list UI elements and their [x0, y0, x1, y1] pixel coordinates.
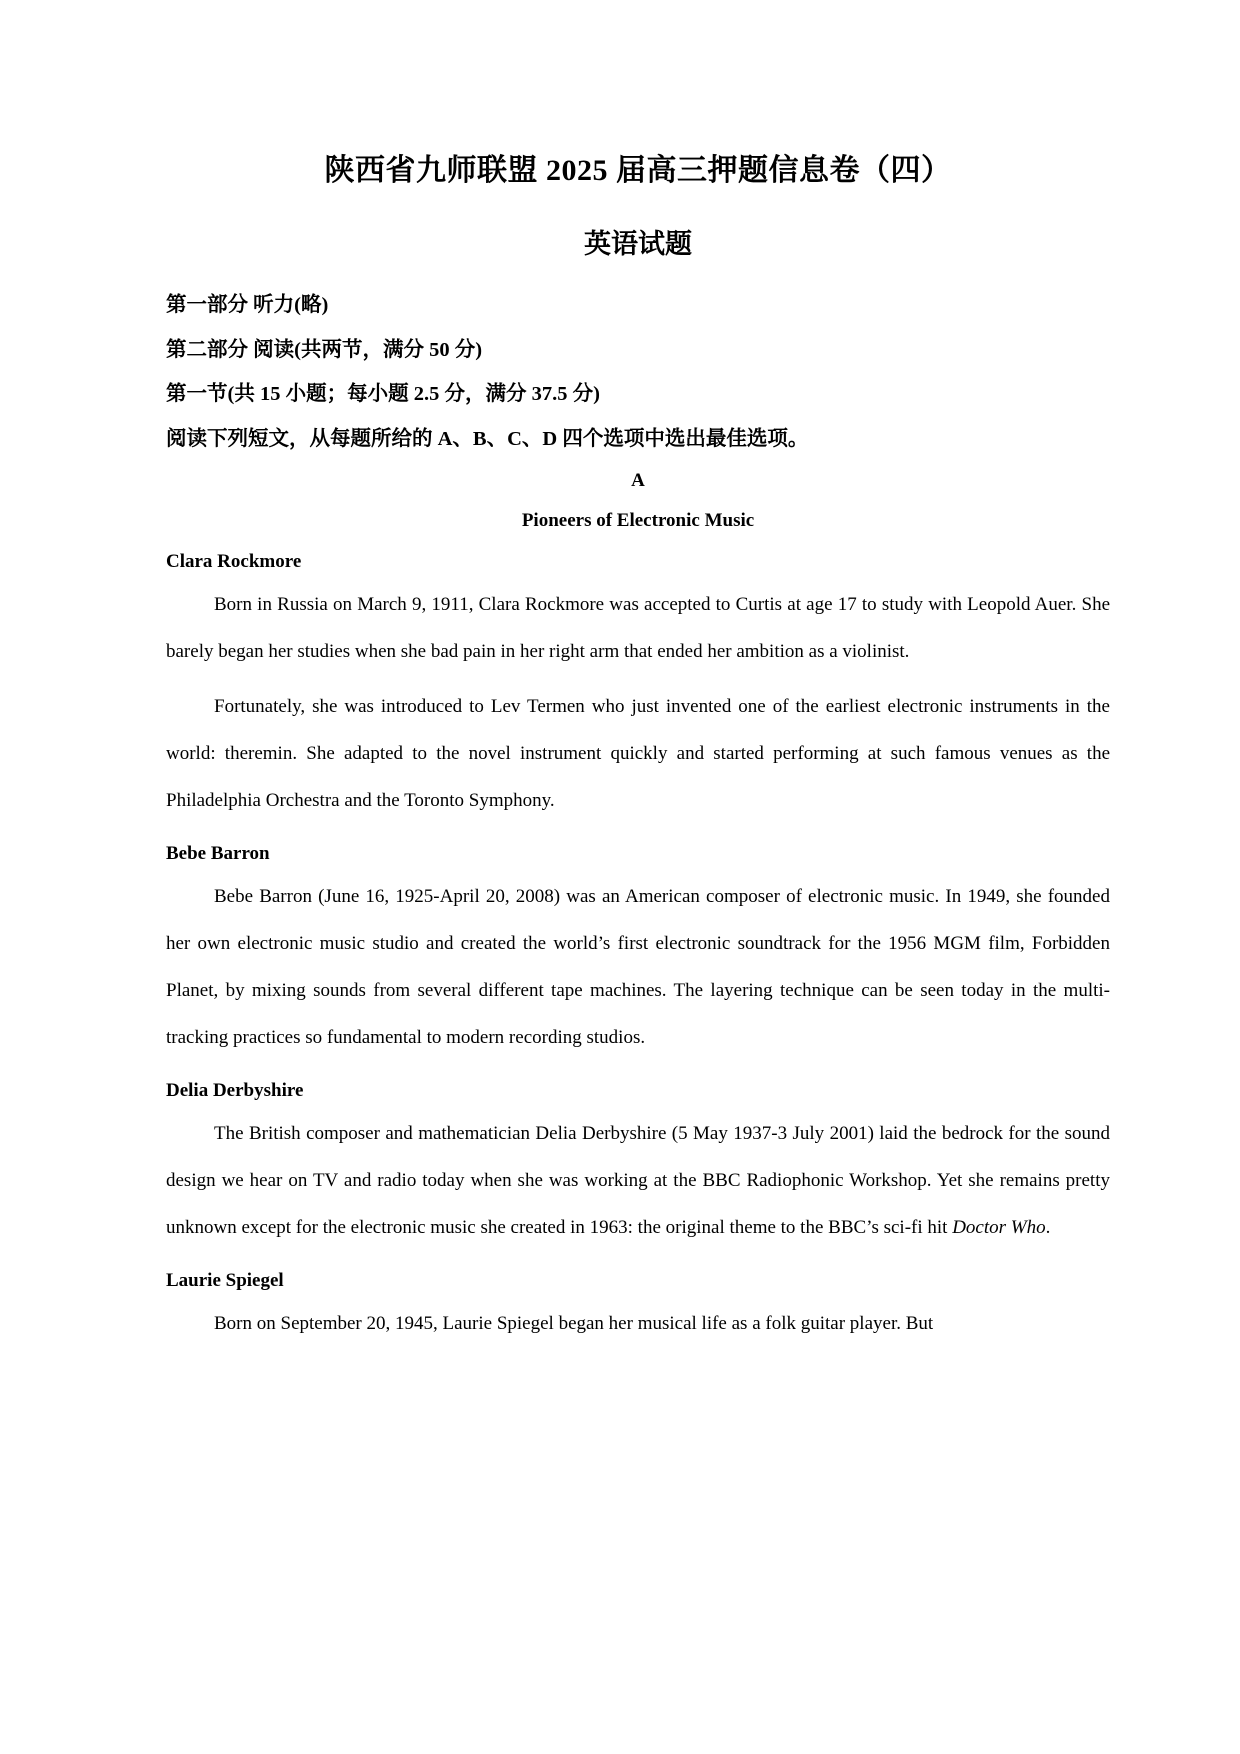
entry-paragraph-clara-rockmore-2: Fortunately, she was introduced to Lev Termen who just invented one of the earliest electronic instruments in the world: theremin. She adapted to the novel instrument quickly and started performing at such famous venues as the Philadelphia Orchestra and the Toronto Symphony.	[166, 695, 1110, 811]
document-title: 陕西省九师联盟 2025 届高三押题信息卷（四）	[324, 154, 952, 187]
entry-heading-clara-rockmore: Clara Rockmore	[166, 551, 302, 573]
entry-paragraph-clara-rockmore-1: Born in Russia on March 9, 1911, Clara Rockmore was accepted to Curtis at age 17 to study with Leopold Auer. She barely began her studies when she bad pain in her right arm that ended her ambition as a violinist.	[166, 593, 1110, 662]
entry-paragraph-delia-derbyshire-1	[166, 1102, 1110, 1251]
document-subtitle: 英语试题	[584, 228, 692, 259]
section-letter-a: A	[631, 470, 645, 492]
entry-heading-laurie-spiegel: Laurie Spiegel	[166, 1269, 284, 1291]
page-content	[166, 0, 1110, 1347]
entry-heading-bebe-barron: Bebe Barron	[166, 842, 270, 864]
instruction-section-one: 第一节(共 15 小题；每小题 2.5 分，满分 37.5 分)	[166, 383, 600, 406]
instruction-part-one: 第一部分 听力(略)	[166, 294, 329, 317]
instruction-reading-directions: 阅读下列短文，从每题所给的 A、B、C、D 四个选项中选出最佳选项。	[166, 427, 809, 450]
entry-paragraph-bebe-barron-1: Bebe Barron (June 16, 1925-April 20, 2008) was an American composer of electronic music. In 1949, she founded her own electronic music studio and created the world’s first electronic soundtrack for the 1956 MGM film, Forbidden Planet, by mixing sounds from several different tape machines. The layering technique can be seen today in the multi-tracking practices so fundamental to modern recording studios.	[166, 885, 1110, 1048]
entry-paragraph-laurie-spiegel-1: Born on September 20, 1945, Laurie Spiegel began her musical life as a folk guitar player. But	[214, 1312, 934, 1334]
delia-paragraph-body: The British composer and mathematician Delia Derbyshire (5 May 1937-3 July 2001) laid the bedrock for the sound design we hear on TV and radio today when she was working at the BBC Radiophonic Workshop. Yet she remains pretty unknown except for the electronic music she created in 1963: the original theme to the BBC’s sci-fi hit	[166, 1122, 1110, 1238]
delia-show-title-italic: Doctor Who	[952, 1216, 1046, 1238]
delia-paragraph-tail: .	[1045, 1216, 1051, 1238]
entry-heading-delia-derbyshire: Delia Derbyshire	[166, 1079, 304, 1101]
instruction-part-two: 第二部分 阅读(共两节，满分 50 分)	[166, 338, 483, 361]
passage-title: Pioneers of Electronic Music	[521, 510, 755, 532]
